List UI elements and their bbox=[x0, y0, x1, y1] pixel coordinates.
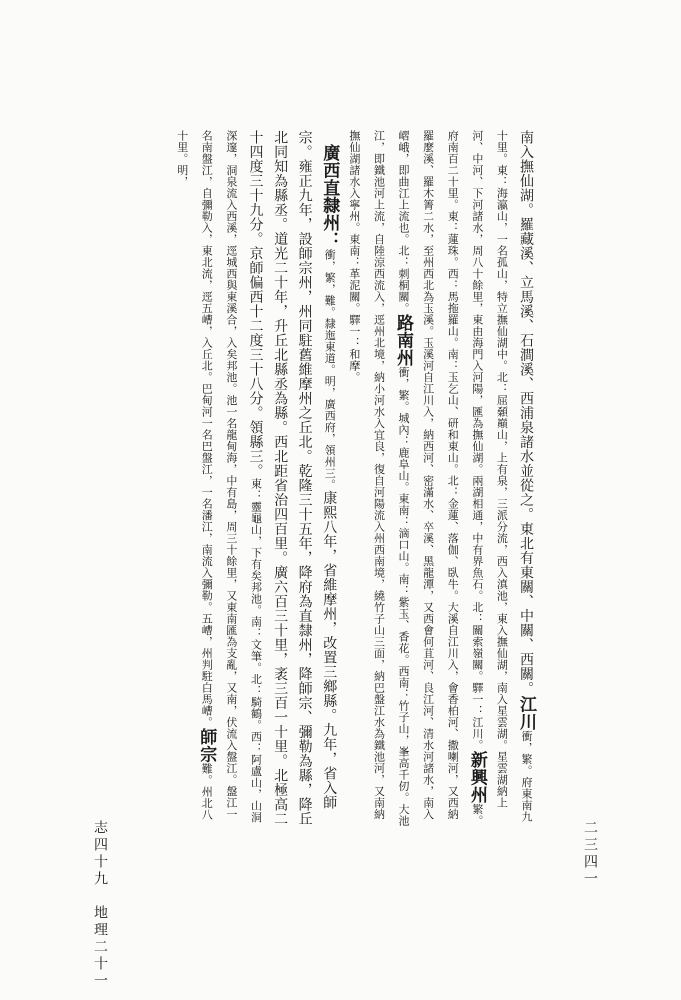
place-heading: 廣西直隸州： bbox=[319, 144, 340, 249]
place-heading: 江川 bbox=[516, 695, 536, 731]
main-text: 康熙八年，省維摩州，改置三鄉縣。九年，省入師宗。雍正九年，設師宗州，州同駐舊維摩州之丘北。乾隆三十五年，降府為直隸州，降師宗、彌勒為縣，降丘北同知為縣丞。道光二十年，升丘北縣丞為縣。西北距省治四百里。廣六百三十里，袤三百一十里。北極高二十四度三十九分。京師偏西十二度三十八分。領縣三。 bbox=[247, 130, 338, 826]
annotation-text: 衝，繁。城內：鹿阜山。東南：滴口山。南：紫玉、香花。西南：竹子山，峯高千仞。大池江，即鐵池河上流，自陸涼西流入，逕州北境，納小河水入宜良，復自河陽流入州西南境，繞竹子山三面，納巴盤江水為鐵池河，又南納撫仙湖諸水入寧州。東南：革泥關。驛一：和摩。 bbox=[347, 130, 411, 827]
place-heading: 新興州 bbox=[466, 751, 487, 804]
page-number: 二三四一 bbox=[582, 820, 598, 888]
annotation-text: 衝，繁。府東南九十里。東：海瀛山，一名孤山，特立撫仙湖中。北：屈顙巔山，上有泉，三派分流，西入滇池，東入撫仙湖，南入星雲湖。星雲湖納上河、中河、下河諸水，周八十餘里，東由海門入河陽，匯為撫仙湖。兩湖相通，中有界魚石。北：關索嶺關。驛一：江川。 bbox=[470, 130, 533, 823]
vertical-body-text bbox=[98, 130, 538, 830]
footer-chapter-label: 志四十九 地理二十一 bbox=[92, 820, 108, 990]
main-text: 南入撫仙湖。羅藏溪、立馬溪、石澗溪、西浦泉諸水並從之。東北有東關、中關、西關。 bbox=[518, 130, 534, 696]
annotation-text: 衝，繁，難。隸迤東道。明，廣西府，領州三。 bbox=[323, 249, 337, 491]
place-heading: 路南州 bbox=[393, 314, 414, 367]
paragraph-2 bbox=[169, 130, 341, 830]
annotation-text: 難。州北八十里。明， bbox=[175, 130, 214, 821]
place-heading: 師宗 bbox=[196, 728, 217, 763]
annotation-text: 東：靈龜山，下有矣邦池。南：文筆。北：騎鶴。西：阿盧山，山洞深邃，洞泉流入西溪，逕城西與東溪合，入矣邦池。池一名龍甸海，中有島，周三十餘里，又東南匯為支亂，又南，伏流入盤江。盤江一名南盤江，自彌勒入，東北流，逕五嶆，入丘北。巴甸河一名巴盤江，一名潘江，南流入彌勒。五嶆，州判駐白馬嶆。 bbox=[200, 130, 263, 823]
annotation-text: 繁。府南百二十里。東：蓮珠。西：馬拖羅山。南：玉乞山、研和東山。北：金蓮、落伽、臥牛。大溪自江川入，會香柏河、撒喇河，又西納羅麼溪、羅木箐二水，至州西北為玉溪。玉溪河自江川入，納西河、密滿水、卒溪、黑龍潭，又西會何苴河、良江河、清水河諸水，南入嶍峨，即曲江上流也。北：刺桐關。 bbox=[397, 130, 484, 827]
paragraph-1 bbox=[341, 130, 538, 830]
